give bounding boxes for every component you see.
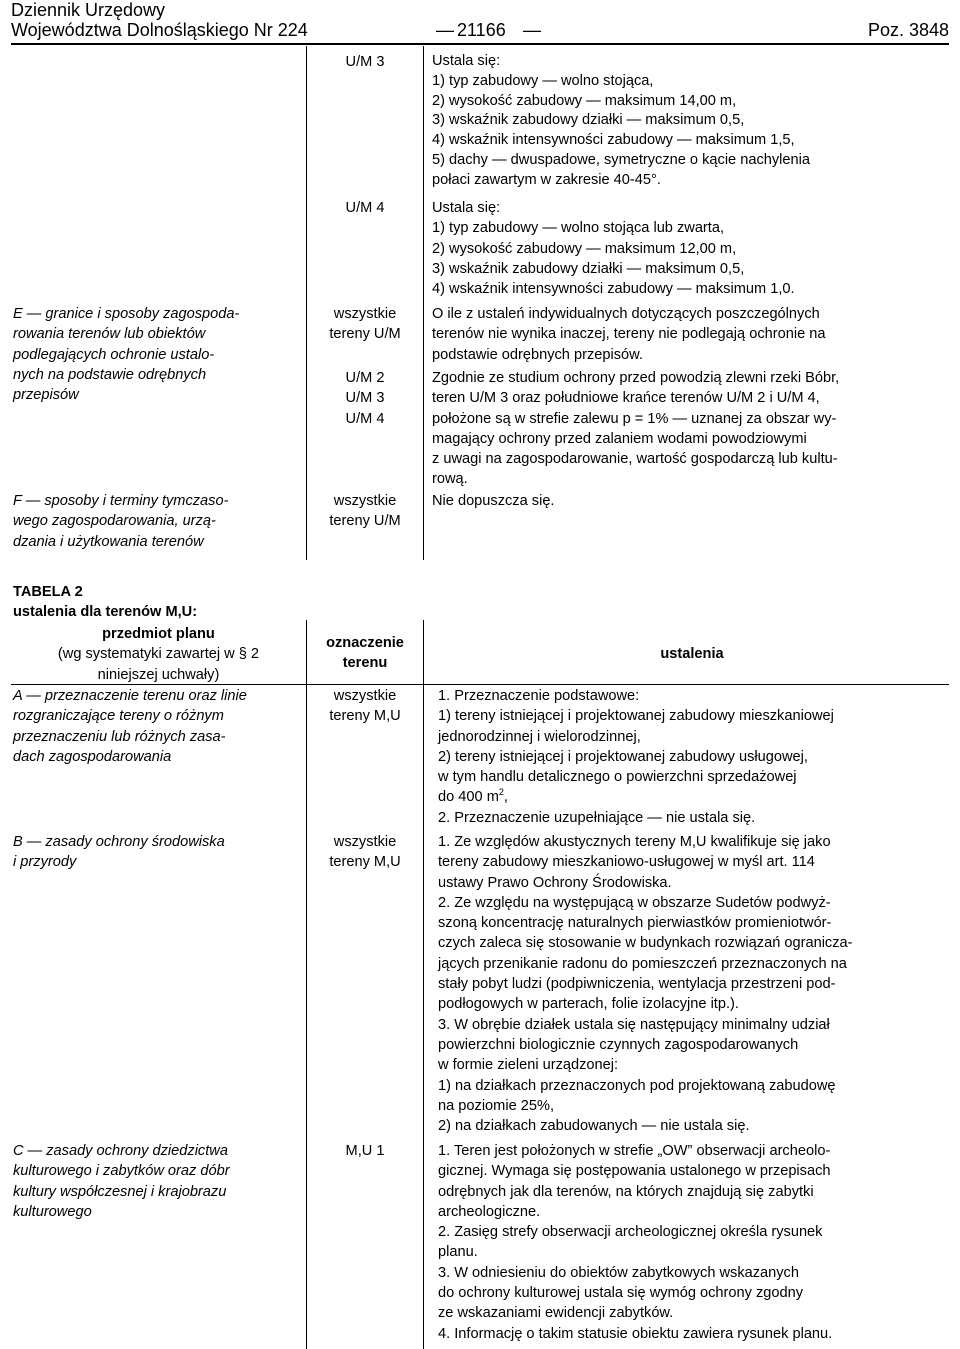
column-header-code: oznaczenie terenu — [326, 635, 404, 672]
area-code-group: wszystkie tereny U/M — [329, 493, 401, 530]
section-B-provisions: 1. Ze względów akustycznych tereny M,U kwalifikuje się jako tereny zabudowy mieszkaniowo-usługowej w myśl art. 114 ustawy Prawo Ochrony Środowiska. 2. Ze względu na występującą w obszarze Sudetów podwyż- szoną koncentrację naturalnych pierwiastków promieniotwór- czych zaleca się stosowanie w budynkach rozwiązań ogranicza- jących przenikanie radonu do pomieszczeń przeznaczonych na stały pobyt ludzi (podpiwniczenia, wentylacja przestrzeni pod- podłogowych w parterach, folie izolacyjne itp.). 3. W obrębie działek ustala się następujący minimalny udział powierzchni biologicznie czynnych zagospodarowanych w formie zieleni urządzonej: 1) na działkach przeznaczonych pod projektowaną zabudowę na poziomie 25%, 2) na działkach zabudowanych — nie ustala się. — [438, 834, 853, 1135]
area-code: U/M 3 — [345, 54, 385, 70]
table1-col-divider — [423, 46, 424, 560]
section-F-label: F — sposoby i terminy tymczaso- wego zagospodarowania, urzą- dzania i użytkowania terenów — [13, 493, 229, 550]
um3-provisions: Ustala się: 1) typ zabudowy — wolno stojąca, 2) wysokość zabudowy — maksimum 14,00 m, 3) wskaźnik zabudowy działki — maksimum 0,5, 4) wskaźnik intensywności zabudowy — maksimum 1,5, 5) dachy — dwuspadowe, symetryczne o kącie nachylenia połaci zawartym w zakresie 40-45°. — [432, 53, 811, 188]
section-A-provisions: 1. Przeznaczenie podstawowe: 1) tereny istniejącej i projektowanej zabudowy mieszkaniowej jednorodzinnej i wielorodzinnej, 2) tereny istniejącej i projektowanej zabudowy usługowej, w tym handlu detalicznego o powierzchni sprzedażowej do 400 $m^2$, 2. Przeznaczenie uzupełniające — nie ustala się. — [438, 688, 834, 826]
journal-issue: Województwa Dolnośląskiego Nr 224 — [11, 20, 308, 40]
area-code-group: U/M 2 U/M 3 U/M 4 — [345, 370, 385, 427]
area-code: M,U 1 — [345, 1143, 385, 1159]
section-B-label: B — zasady ochrony środowiska i przyrody — [13, 834, 225, 871]
section-C-label: C — zasady ochrony dziedzictwa kulturowego i zabytków oraz dóbr kultury współczesnej i krajobrazu kulturowego — [13, 1143, 230, 1220]
flood-zone-provision: Zgodnie ze studium ochrony przed powodzią zlewni rzeki Bóbr, teren U/M 3 oraz południowe krańce terenów U/M 2 i U/M 4, położone są w strefie zalewu p = 1% — uznanej za obszar wy- magający ochrony przed zalaniem wodami powodziowymi z uwagi na zagospodarowanie, wartość gospodarczą lub kultu- rową. — [432, 370, 840, 488]
position-number: Poz. 3848 — [867, 20, 949, 40]
section-C-provisions: 1. Teren jest położonych w strefie „OW” obserwacji archeolo- gicznej. Wymaga się postępowania ustalonego w przepisach odrębnych jak dla terenów, na których znajdują się zabytki archeologiczne. 2. Zasięg strefy obserwacji archeologicznej określa rysunek planu. 3. W odniesieniu do obiektów zabytkowych wskazanych do ochrony kulturowej ustala się wymóg ochrony zgodny ze wskazaniami ewidencji zabytków. 4. Informację o takim statusie obiektu zawiera rysunek planu. — [438, 1143, 833, 1342]
area-code-group: wszystkie tereny U/M — [329, 306, 401, 343]
table-title: TABELA 2 — [13, 584, 83, 600]
table2-col-divider — [306, 620, 307, 1349]
page-number-dash: — — [436, 20, 454, 40]
page-number: 21166 — [457, 20, 506, 40]
section-F-provision: Nie dopuszcza się. — [432, 493, 555, 509]
table1-col-divider — [306, 46, 307, 560]
area-code-group: wszystkie tereny M,U — [329, 688, 401, 725]
table2-col-divider — [423, 620, 424, 1349]
section-E-provision: O ile z ustaleń indywidualnych dotyczących poszczególnych terenów nie wynika inaczej, tereny nie podlegają ochronie na podstawie odrębnych przepisów. — [432, 306, 826, 363]
section-E-label: E — granice i sposoby zagospoda- rowania terenów lub obiektów podlegających ochronie ustalo- nych na podstawie odrębnych przepisów — [13, 306, 240, 404]
page-number-dash: — — [523, 20, 541, 40]
area-code: U/M 4 — [345, 200, 385, 216]
column-header-provisions: ustalenia — [660, 646, 724, 662]
um4-provisions: Ustala się: 1) typ zabudowy — wolno stojąca lub zwarta, 2) wysokość zabudowy — maksimum 12,00 m, 3) wskaźnik zabudowy działki — maksimum 0,5, 4) wskaźnik intensywności zabudowy — maksimum 1,0. — [432, 200, 795, 298]
column-header-subject: przedmiot planu (wg systematyki zawartej w § 2 niniejszej uchwały) — [57, 626, 260, 683]
section-A-label: A — przeznaczenie terenu oraz linie rozgraniczające tereny o różnym przeznaczeniu lub różnych zasa- dach zagospodarowania — [13, 688, 247, 765]
journal-title: Dziennik Urzędowy — [11, 0, 166, 20]
header-rule — [11, 43, 949, 45]
area-code-group: wszystkie tereny M,U — [329, 834, 401, 871]
table-subtitle: ustalenia dla terenów M,U: — [13, 604, 198, 620]
